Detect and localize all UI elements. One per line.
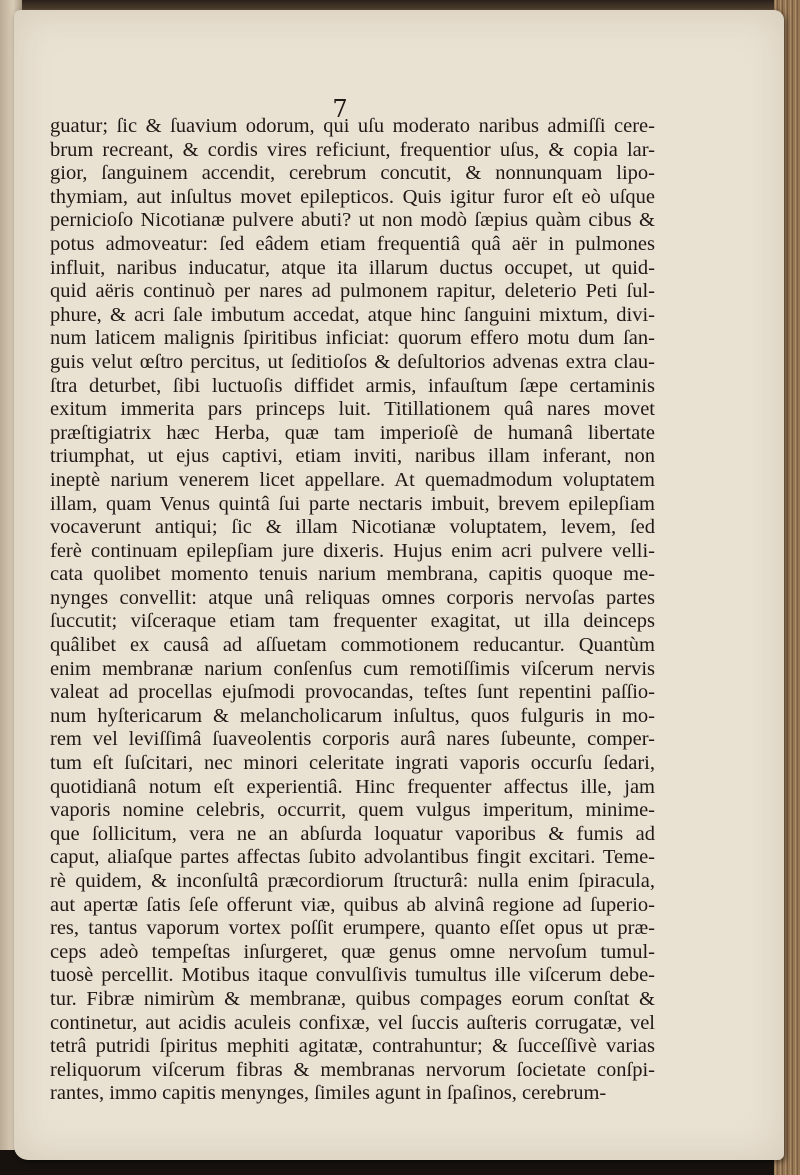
text-line: thymiam, aut inſultus movet epilepticos. Quis igitur furor eſt eò uſque — [50, 185, 655, 208]
text-line: triumphat, ut ejus captivi, etiam inviti, naribus illam inferant, non — [50, 445, 655, 468]
text-line: phure, & acri ſale imbutum accedat, atque hinc ſanguini mixtum, divi- — [50, 303, 655, 326]
text-line: illam, quam Venus quintâ ſui parte nectaris imbuit, brevem epilepſiam — [50, 492, 655, 515]
text-line: tuosè percellit. Motibus itaque convulſivis tumultus ille viſcerum debe- — [50, 964, 655, 987]
text-line: guatur; ſic & ſuavium odorum, qui uſu moderato naribus admiſſi cere- — [50, 115, 655, 137]
text-line: gior, ſanguinem accendit, cerebrum concutit, & nonnunquam lipo- — [50, 162, 655, 185]
text-line: tetrâ putridi ſpiritus mephiti agitatæ, contrahuntur; & ſucceſſivè varias — [50, 1035, 655, 1058]
text-line: valeat ad procellas ejuſmodi provocandas, teſtes ſunt repentini paſſio- — [50, 681, 655, 704]
text-line: res, tantus vaporum vortex poſſit erumpere, quanto eſſet opus ut præ- — [50, 917, 655, 940]
page-number: 7 — [332, 95, 348, 123]
text-line: ceps adeò tempeſtas inſurgeret, quæ genus omne nervoſum tumul- — [50, 940, 655, 963]
text-line: quâlibet ex causâ ad aſſuetam commotionem reducantur. Quantùm — [50, 634, 655, 657]
text-line: que ſollicitum, vera ne an abſurda loquatur vaporibus & fumis ad — [50, 822, 655, 845]
text-line: potus admoveatur: ſed eâdem etiam frequentiâ quâ aër in pulmones — [50, 232, 655, 255]
text-line: vocaverunt antiqui; ſic & illam Nicotianæ voluptatem, levem, ſed — [50, 516, 655, 539]
text-line: ineptè narium venerem licet appellare. At quemadmodum voluptatem — [50, 468, 655, 491]
text-line: ferè continuam epilepſiam jure dixeris. Hujus enim acri pulvere velli- — [50, 539, 655, 562]
text-line: influit, naribus inducatur, atque ita illarum ductus occupet, ut quid- — [50, 256, 655, 279]
text-line: quotidianâ notum eſt experientiâ. Hinc frequenter affectus ille, jam — [50, 775, 655, 798]
text-line: præſtigiatrix hæc Herba, quæ tam imperioſè de humanâ libertate — [50, 421, 655, 444]
text-line: quid aëris continuò per nares ad pulmonem rapitur, deleterio Peti ſul- — [50, 280, 655, 303]
text-line: pernicioſo Nicotianæ pulvere abuti? ut non modò ſæpius quàm cibus & — [50, 209, 655, 232]
text-line: cata quolibet momento tenuis narium membrana, capitis quoque me- — [50, 563, 655, 586]
text-line: nynges convellit: atque unâ reliquas omnes corporis nervoſas partes — [50, 586, 655, 609]
text-line: guis velut œſtro percitus, ut ſeditioſos & deſultorios advenas extra clau- — [50, 350, 655, 373]
text-line: rè quidem, & inconſultâ præcordiorum ſtructurâ: nulla enim ſpiracula, — [50, 870, 655, 892]
text-line: enim membranæ narium conſenſus cum remotiſſimis viſcerum nervis — [50, 657, 655, 680]
text-line: aut apertæ ſatis ſeſe offerunt viæ, quibus ab alvinâ regione ad ſuperio- — [50, 893, 655, 916]
text-line: vaporis nomine celebris, occurrit, quem vulgus imperitum, minime- — [50, 799, 655, 822]
text-line: caput, aliaſque partes affectas ſubito advolantibus fingit excitari. Teme- — [50, 846, 655, 869]
text-line: brum recreant, & cordis vires reficiunt, frequentior uſus, & copia lar- — [50, 138, 655, 161]
text-line: tur. Fibræ nimirùm & membranæ, quibus compages eorum conſtat & — [50, 987, 655, 1010]
text-line: ſtra deturbet, ſibi luctuoſis diffidet armis, infauſtum ſæpe certaminis — [50, 374, 655, 397]
body-text — [50, 115, 655, 1106]
text-line: num hyſtericarum & melancholicarum inſultus, quos fulguris in mo- — [50, 704, 655, 727]
text-line: ſuccutit; viſceraque etiam tam frequenter exagitat, ut illa deinceps — [50, 610, 655, 633]
text-line: rem vel leviſſimâ ſuaveolentis corporis aurâ nares ſubeunte, comper- — [50, 728, 655, 751]
text-line: tum eſt ſuſcitari, nec minori celeritate ingrati vaporis occurſu ſedari, — [50, 752, 655, 775]
text-line: reliquorum viſcerum fibras & membranas nervorum ſocietate conſpi- — [50, 1058, 655, 1081]
text-line: rantes, immo capitis menynges, ſimiles agunt in ſpaſinos, cerebrum- — [50, 1082, 607, 1105]
text-line: num laticem malignis ſpiritibus inficiat: quorum effero motu dum ſan- — [50, 327, 655, 350]
text-line: continetur, aut acidis aculeis confixæ, vel ſuccis auſteris corrugatæ, vel — [50, 1011, 655, 1034]
text-line: exitum immerita pars princeps luit. Titillationem quâ nares movet — [50, 398, 655, 421]
